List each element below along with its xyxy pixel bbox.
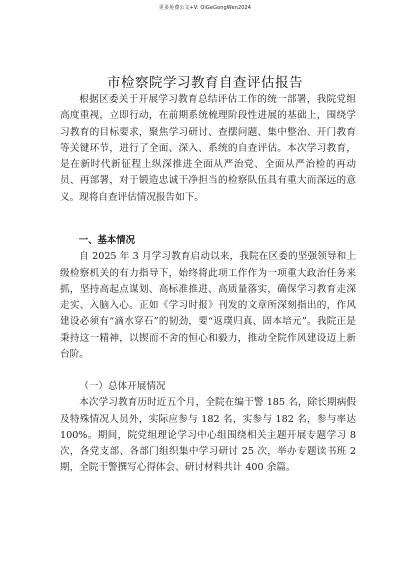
watermark-text: 更多免费公文+V: QiGeGongWen2024 [158, 5, 252, 11]
section1-block [60, 233, 356, 363]
intro-paragraph: 根据区委关于开展学习教育总结评估工作的统一部署，我院党组高度重视，立即行动，在前期系统梳理阶段性进展的基础上，围绕学习教育的目标要求，聚焦学习研讨、查摆问题、集中整治、开门教育等关键环节，进行了全面、深入、系统的自查评估。本次学习教育，是在新时代新征程上纵深推进全面从严治党、全面从严治检的再动员、再部署，对于锻造忠诚干净担当的检察队伍具有重大而深远的意义。现将自查评估情况报告如下。 [60, 94, 356, 203]
section1-heading: 一、基本情况 [78, 235, 136, 246]
subsection1-block [60, 379, 356, 477]
section1-paragraph: 自 2025 年 3 月学习教育启动以来，我院在区委的坚强领导和上级检察机关的有力指导下，始终将此项工作作为一项重大政治任务来抓，坚持高起点谋划、高标准推进、高质量落实，确保学习教育走深走实、入脑入心。正如《学习时报》刊发的文章所深刻指出的，作风建设必须有“滴水穿石”的韧劲，要“返璞归真、固本培元”。我院正是秉持这一精神，以锲而不舍的恒心和毅力，推动全院作风建设迈上新台阶。 [60, 251, 356, 361]
document-title: 市检察院学习教育自查评估报告 [107, 75, 303, 91]
intro-block [60, 92, 356, 206]
subsection1-heading: （一）总体开展情况 [79, 381, 166, 392]
subsection1-paragraph: 本次学习教育历时近五个月，全院在编干警 185 名，除长期病假及特殊情况人员外，实际应参与 182 名，实参与 182 名，参与率达 100%。期间，院党组理论学习中心组围绕相关主题开展专题学习 8 次，各党支部、各部门组织集中学习研讨 25 次，举办专题读书班 2 期，全院干警撰写心得体会、研讨材料共计 400 余篇。 [60, 397, 356, 474]
